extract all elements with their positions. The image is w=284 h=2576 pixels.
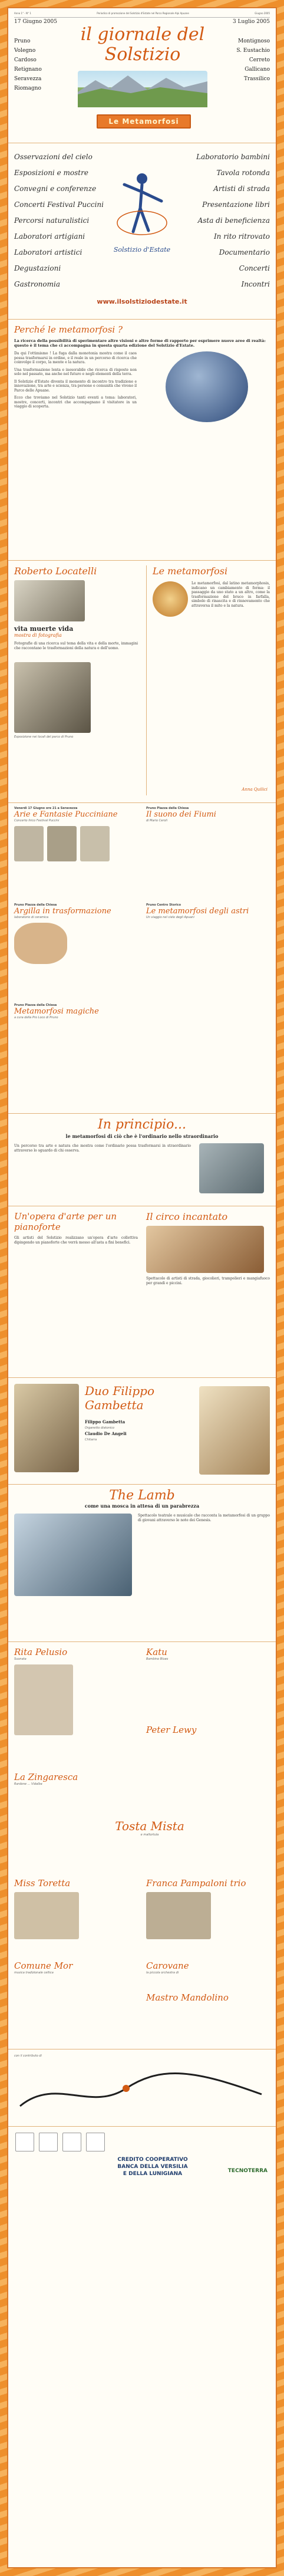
- event-title: Arie e Fantasie Pucciniane: [14, 810, 118, 819]
- program-item: Degustazioni: [14, 264, 61, 272]
- event-subtitle: di Mario Ceroli: [146, 819, 168, 823]
- event-subtitle: Un viaggio nel cielo degli Apuani: [146, 916, 194, 919]
- program-item: Convegni e conferenze: [14, 185, 97, 193]
- issue-period: Giugno 2005: [255, 12, 270, 15]
- metamorfosi-ribbon: Le Metamorfosi: [97, 114, 191, 129]
- article-columns: [14, 351, 270, 422]
- sponsor-logo: [86, 2133, 105, 2151]
- duo-photo: [14, 1384, 79, 1472]
- town: Pruno: [14, 38, 31, 44]
- accordion-photo: [199, 1386, 270, 1475]
- sponsor-intro: con il contributo di: [14, 2054, 42, 2058]
- program-item: Documentario: [219, 248, 270, 256]
- in-principio-text: Un percorso tra arte e natura che mostra come l'ordinario possa trasformarsi in straordinario attraverso lo sguardo di chi osserva.: [14, 1144, 191, 1153]
- event-where: Pruno Piazza della Chiesa: [146, 807, 189, 810]
- music-events-section: [8, 1641, 276, 2049]
- event-title: Katu: [146, 1647, 167, 1657]
- town: Retignano: [14, 67, 42, 73]
- bank-line: BANCA DELLA VERSILIA: [117, 2164, 188, 2170]
- bank-line: E DELLA LUNIGIANA: [123, 2171, 183, 2177]
- program-item: Artisti di strada: [213, 185, 270, 193]
- town: Seravezza: [14, 76, 42, 82]
- town: Cardoso: [14, 57, 37, 63]
- locatelli-photo-face: [14, 662, 91, 733]
- event-subtitle: e maltortula: [140, 1833, 159, 1837]
- event-where: Pruno Piazza della Chiesa: [14, 903, 57, 907]
- musician-portraits: [14, 826, 138, 861]
- event-card: [146, 807, 270, 895]
- mountain-icon: [78, 71, 207, 107]
- program-item: Esposizioni e mostre: [14, 169, 88, 177]
- town: Trassilico: [243, 76, 270, 82]
- program-item: Concerti: [239, 264, 270, 272]
- events-grid: [8, 802, 276, 1113]
- duo-role: Chitarra: [85, 1438, 97, 1442]
- date-right: 3 Luglio 2005: [232, 19, 270, 25]
- locatelli-section: [8, 560, 276, 802]
- article-paragraph: Ecco che troviamo nel Solstizio tanti eventi a tema: laboratori, mostre, concerti, incontri che accompagnano il visitatore in un viaggio di scoperta.: [14, 396, 137, 409]
- event-card: [14, 807, 138, 895]
- route-map: [8, 2053, 276, 2124]
- artist-photo: [146, 1892, 211, 1939]
- event-subtitle: Concerto lirico Festival Puccini: [14, 819, 60, 823]
- locatelli-text: Fotografie di una ricerca sul tema della vita e della morte, immagini che raccontano le trasformazioni della natura e dell'uomo.: [14, 641, 138, 650]
- circo-photo: [146, 1226, 264, 1273]
- event-subtitle: Suonata: [14, 1657, 27, 1661]
- town: Montignoso: [238, 38, 270, 44]
- newsletter-page: [8, 8, 276, 2567]
- circo-title: Il circo incantato: [146, 1211, 228, 1222]
- portrait-photo: [14, 826, 44, 861]
- towns-left: [14, 37, 73, 93]
- article-paragraph: Il Solstizio d'Estate diventa il momento di incontro tra tradizione e innovazione, tra arte e scienza, tra persone e comunità che vivono il Parco delle Apuane.: [14, 379, 137, 393]
- opera-circo-section: [8, 1206, 276, 1377]
- town: Gallicano: [245, 67, 270, 73]
- locatelli-caption: Esposizione nei locali del parco di Pruno: [14, 735, 74, 739]
- event-title: Argilla in trasformazione: [14, 907, 111, 916]
- duo-name: Filippo Gambetta: [85, 1419, 126, 1424]
- lamb-title: The Lamb: [109, 1488, 175, 1503]
- event-card: [146, 1960, 270, 2043]
- event-subtitle: Bambino Blues: [146, 1657, 169, 1661]
- event-subtitle: a cura della Pro Loco di Pruno: [14, 1016, 58, 1019]
- sponsor-logo: [39, 2133, 58, 2151]
- metamorfosi-article: [8, 319, 276, 560]
- sponsor-logo: [62, 2133, 81, 2151]
- program-left-column: [14, 149, 108, 292]
- duo-credits: [85, 1419, 173, 1443]
- masthead: [8, 8, 276, 143]
- publisher-note: Periodico di promozione del Solstizio d'Estate nel Parco Regionale Alpi Apuane: [97, 12, 189, 15]
- metamorfosi-inset: [146, 565, 270, 795]
- article-paragraph: Una trasformazione lenta e inesorabile che ricerca di risposte non solo nel passato, ma anche nel futuro e negli elementi della terra.: [14, 367, 137, 376]
- event-title: Metamorfosi magiche: [14, 1007, 99, 1016]
- artist-photo: [14, 1892, 79, 1939]
- circo-text: Spettacolo di artisti di strada, giocolieri, trampolieri e mangiafuoco per grandi e piccini.: [146, 1277, 270, 1285]
- program-item: Gastronomia: [14, 280, 61, 288]
- event-card: [146, 903, 270, 992]
- date-left: 17 Giugno 2005: [14, 19, 57, 25]
- lamb-text: Spettacolo teatrale e musicale che racconta la metamorfosi di un gruppo di giovani attraverso le note dei Genesis.: [138, 1514, 270, 1522]
- event-subtitle: musica tradizionale celtica: [14, 1971, 54, 1975]
- locatelli-heading: Roberto Locatelli: [14, 565, 97, 577]
- lamb-photo: [14, 1514, 132, 1596]
- event-card: [146, 1725, 270, 1795]
- locatelli-photo-skull: [14, 580, 85, 621]
- inset-text: Le metamorfosi, dal latino metamorphosis, indicano un cambiamento di forma: il passaggio da uno stato a un altro, come la trasformazione del bruco in farfalla, simbolo di rinascita e di rinnovamento che attraversa il mito e la natura.: [191, 581, 270, 608]
- event-where: Venerdì 17 Giugno ore 21 a Seravezza: [14, 807, 78, 810]
- event-where: Pruno Piazza della Chiesa: [14, 1004, 57, 1007]
- bank-name: CREDITO COOPERATIVO: [117, 2157, 188, 2163]
- website-link[interactable]: www.ilsolstiziodestate.it: [97, 298, 187, 305]
- in-principio-section: [8, 1113, 276, 1206]
- program-item: Tavola rotonda: [216, 169, 270, 177]
- opera-title: Un'opera d'arte per un pianoforte: [14, 1211, 117, 1232]
- town: Volegno: [14, 48, 36, 54]
- issue-number: Anno 1° - N° 1: [14, 12, 31, 15]
- stone-sculpture-photo: [166, 351, 248, 422]
- solstizio-logo-text: Solstizio d'Estate: [113, 246, 171, 254]
- duo-section: [8, 1377, 276, 1484]
- in-principio-title: In principio...: [98, 1117, 186, 1132]
- event-title: Il suono dei Fiumi: [146, 810, 216, 819]
- town: S. Eustachio: [236, 48, 270, 54]
- event-card: [14, 1960, 138, 2043]
- ceramic-photo: [14, 923, 67, 964]
- lamb-section: [8, 1484, 276, 1641]
- program-item: Presentazione libri: [202, 200, 270, 209]
- event-title: La Zingaresca: [14, 1772, 78, 1782]
- event-title: Carovane: [146, 1960, 189, 1971]
- masthead-title: il giornale del Solstizio: [80, 24, 205, 65]
- program-item: Osservazioni del cielo: [14, 153, 93, 161]
- event-title: Miss Toretta: [14, 1878, 71, 1889]
- event-title: Le metamorfosi degli astri: [146, 907, 249, 916]
- program-item: Concerti Festival Puccini: [14, 200, 104, 209]
- butterfly-illustration: [153, 581, 188, 617]
- article-lead: La ricerca della possibilità di sperimentare altre visioni e altre forme di rapporto per esprimere nuove aree di realtà: questo è il tema che ci accompagna in questa quarta edizione del Solstizio d'Estate.: [14, 338, 266, 348]
- solstizio-logo: [110, 167, 174, 267]
- tecnoterra-logo: TECNOTERRA: [227, 2168, 268, 2174]
- map-section: [8, 2049, 276, 2126]
- locatelli-subtitle: mostra di fotografia: [14, 633, 62, 638]
- event-card: [14, 1004, 138, 1092]
- event-card: [14, 1647, 138, 1765]
- portrait-photo: [80, 826, 110, 861]
- program-item: Laboratori artistici: [14, 248, 82, 256]
- event-title: Comune Mor: [14, 1960, 73, 1971]
- event-card: [79, 1819, 220, 1866]
- event-title: Franca Pampaloni trio: [146, 1878, 246, 1889]
- event-card: [146, 1647, 270, 1718]
- program-right-column: [176, 149, 270, 292]
- mountain-landscape-illustration: [78, 71, 207, 107]
- artist-photo: [14, 1664, 73, 1735]
- program-item: Laboratori artigiani: [14, 232, 85, 241]
- inset-signature: Anna Quilici: [242, 787, 268, 792]
- opera-text: Gli artisti del Solstizio realizzano un'opera d'arte collettiva dipingendo un pianoforte che verrà messo all'asta a fini benefici.: [14, 1236, 138, 1245]
- town: Riomagno: [14, 85, 41, 91]
- event-subtitle: laboratorio di ceramica: [14, 916, 49, 919]
- article-paragraph: Da qui l'ottimismo ! La fuga dalla monotonia mostra come il caos possa trasformarsi in ordine, e il reale in un percorso di ricerca che coinvolge il corpo, la mente e la natura.: [14, 351, 137, 364]
- towns-right: [211, 37, 270, 84]
- sponsors-section: [8, 2126, 276, 2209]
- event-card: [14, 1878, 138, 1949]
- in-principio-subtitle: le metamorfosi di ciò che è l'ordinario nello straordinario: [65, 1133, 219, 1139]
- event-subtitle: Rardone ... Vidalba: [14, 1782, 42, 1786]
- bank-logo: [97, 2156, 209, 2177]
- event-where: Pruno Centro Storico: [146, 903, 181, 907]
- event-title: Tosta Mista: [115, 1819, 184, 1833]
- event-title: Peter Lewy: [146, 1725, 197, 1735]
- program-item: Percorsi naturalistici: [14, 216, 90, 225]
- locatelli-subheading: vita muerte vida: [14, 625, 74, 633]
- program-section: [8, 143, 276, 319]
- event-card: [146, 1878, 270, 1949]
- program-item: In rito ritrovato: [213, 232, 270, 241]
- duo-title: Duo Filippo Gambetta: [85, 1384, 155, 1412]
- event-title: Mastro Mandolino: [146, 1992, 229, 2003]
- masthead-topline: [14, 12, 270, 15]
- inset-heading: Le metamorfosi: [153, 565, 228, 577]
- program-item: Laboratorio bambini: [196, 153, 270, 161]
- town: Cerreto: [249, 57, 270, 63]
- sculpture-photo: [199, 1143, 264, 1193]
- event-subtitle: la piccola orchestra di: [146, 1971, 179, 1975]
- duo-name: Claudio De Angeli: [85, 1431, 127, 1436]
- sponsor-logo: [15, 2133, 34, 2151]
- event-title: Rita Pelusio: [14, 1647, 68, 1657]
- event-card: [14, 903, 138, 992]
- article-heading: Perché le metamorfosi ?: [14, 324, 123, 335]
- portrait-photo: [47, 826, 77, 861]
- program-item: Incontri: [241, 280, 270, 288]
- duo-role: Organetto diatonico: [85, 1426, 115, 1430]
- lamb-subtitle: come una mosca in attesa di un parabrezza: [84, 1503, 200, 1509]
- program-item: Asta di beneficienza: [197, 216, 270, 225]
- dancer-figure-icon: [110, 167, 174, 244]
